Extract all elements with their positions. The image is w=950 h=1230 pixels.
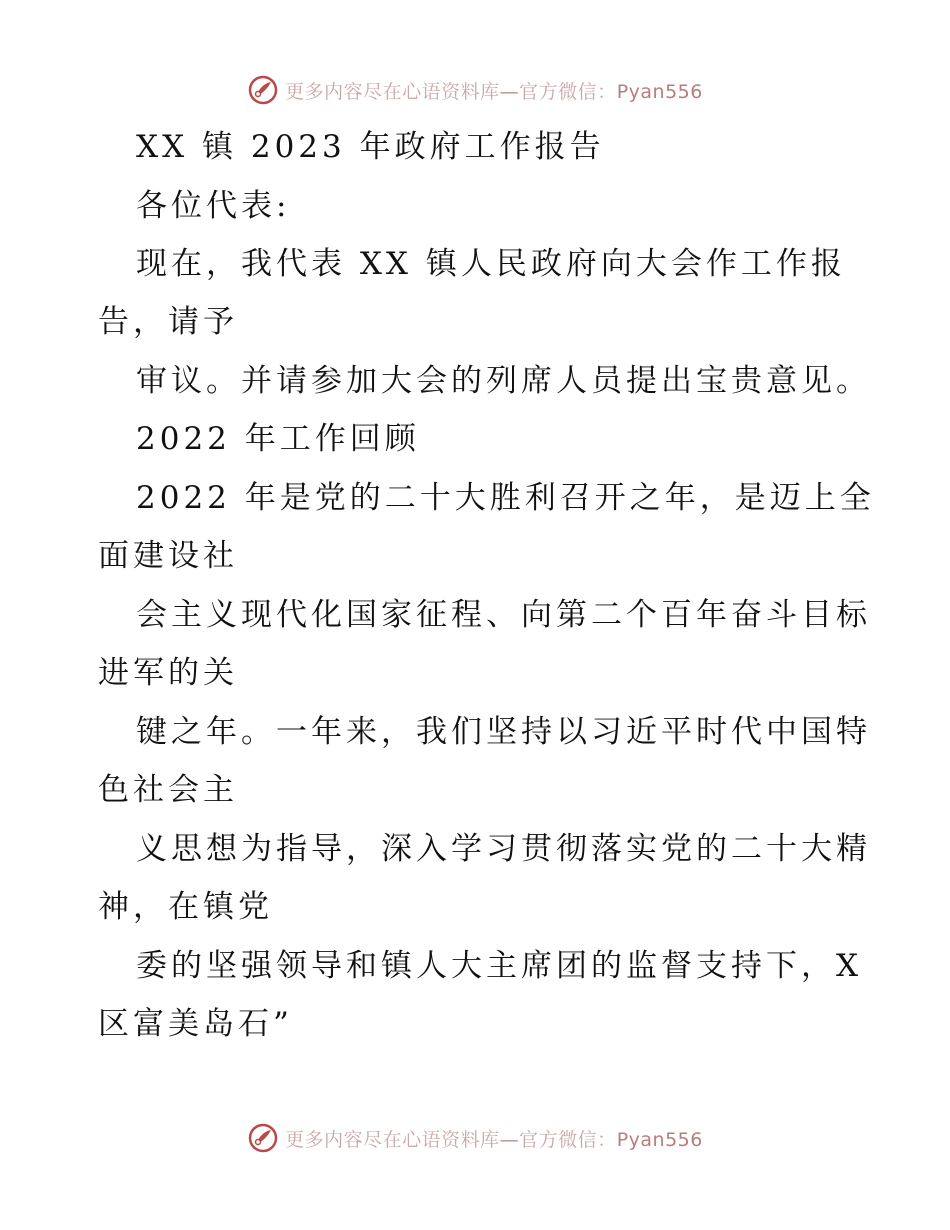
watermark-text: [285, 77, 703, 104]
paragraph-line: 进军的关: [98, 655, 238, 691]
paragraph-line: 会主义现代化国家征程、向第二个百年奋斗目标: [136, 597, 871, 633]
paragraph-line: 现在，我代表 XX 镇人民政府向大会作工作报: [136, 246, 846, 282]
paragraph-line: 区富美岛石”: [98, 1006, 293, 1042]
paragraph-line: 告，请予: [98, 304, 238, 340]
paragraph-line: 色社会主: [98, 772, 238, 808]
watermark-logo-icon: [247, 1122, 279, 1154]
watermark-account: Pyan556: [616, 80, 703, 103]
watermark-separator: —: [499, 80, 520, 103]
paragraph-line: 键之年。一年来，我们坚持以习近平时代中国特: [136, 714, 871, 750]
paragraph-line: 委的坚强领导和镇人大主席团的监督支持下，X: [136, 948, 863, 984]
watermark-separator: —: [499, 1128, 520, 1151]
paragraph-line: 义思想为指导，深入学习贯彻落实党的二十大精: [136, 831, 871, 867]
paragraph-line: 审议。并请参加大会的列席人员提出宝贵意见。: [136, 363, 871, 399]
footer-watermark: [0, 1118, 950, 1158]
paragraph-line: 神，在镇党: [98, 889, 273, 925]
watermark-text: [285, 1125, 703, 1152]
watermark-logo-icon: [247, 74, 279, 106]
document-title: XX 镇 2023 年政府工作报告: [136, 129, 605, 165]
header-watermark: [0, 70, 950, 110]
watermark-official-label: 官方微信：: [519, 1128, 617, 1151]
watermark-official-label: 官方微信：: [519, 80, 617, 103]
paragraph-line: 面建设社: [98, 538, 238, 574]
salutation: 各位代表:: [136, 188, 291, 224]
watermark-main-text: 更多内容尽在心语资料库: [285, 80, 500, 103]
watermark-account: Pyan556: [616, 1128, 703, 1151]
paragraph-line: 2022 年是党的二十大胜利召开之年，是迈上全: [136, 480, 875, 516]
watermark-main-text: 更多内容尽在心语资料库: [285, 1128, 500, 1151]
section-heading: 2022 年工作回顾: [136, 421, 420, 457]
